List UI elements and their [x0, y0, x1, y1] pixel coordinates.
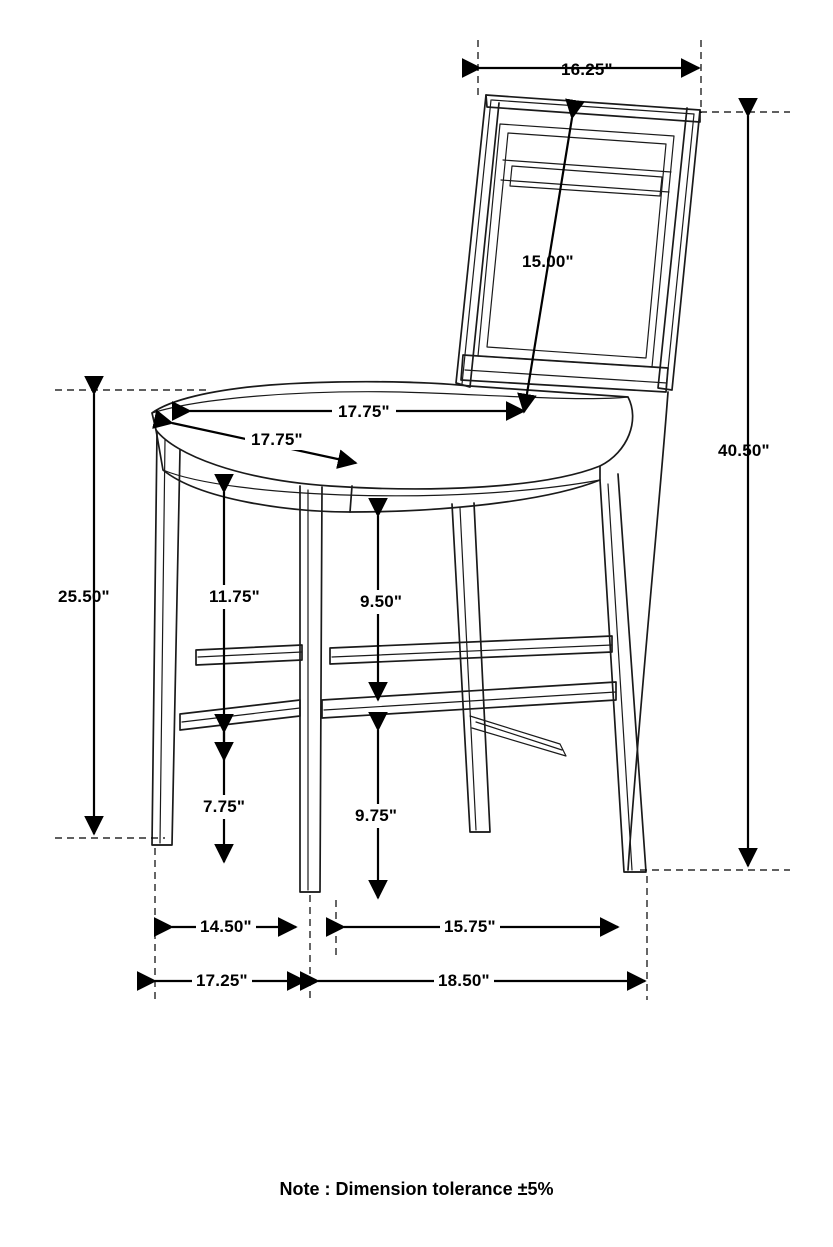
dimension-label-foot-depth-rear: 14.50" — [196, 917, 256, 937]
dimension-label-back-panel-height: 15.00" — [522, 252, 574, 271]
dimension-label-lower-rail-rear: 7.75" — [200, 795, 248, 819]
dimension-label-back-width: 16.25" — [561, 60, 613, 79]
dimension-label-overall-height: 40.50" — [718, 441, 770, 460]
dimension-label-rear-stretcher-height: 11.75" — [206, 585, 263, 609]
dimension-lines — [94, 68, 748, 981]
dimension-label-foot-width-front: 15.75" — [440, 917, 500, 937]
dimension-label-seat-width: 17.75" — [245, 430, 309, 450]
dimension-label-overall-depth: 17.25" — [192, 971, 252, 991]
dimension-label-seat-height: 25.50" — [58, 587, 110, 606]
chair-illustration — [152, 95, 700, 892]
dimension-label-seat-depth-upper: 17.75" — [332, 402, 396, 422]
tolerance-note: Note : Dimension tolerance ±5% — [279, 1179, 554, 1199]
dimension-label-front-stretcher-height: 9.50" — [357, 590, 405, 614]
dimension-label-overall-width: 18.50" — [434, 971, 494, 991]
dimension-label-lower-rail-front: 9.75" — [352, 804, 400, 828]
